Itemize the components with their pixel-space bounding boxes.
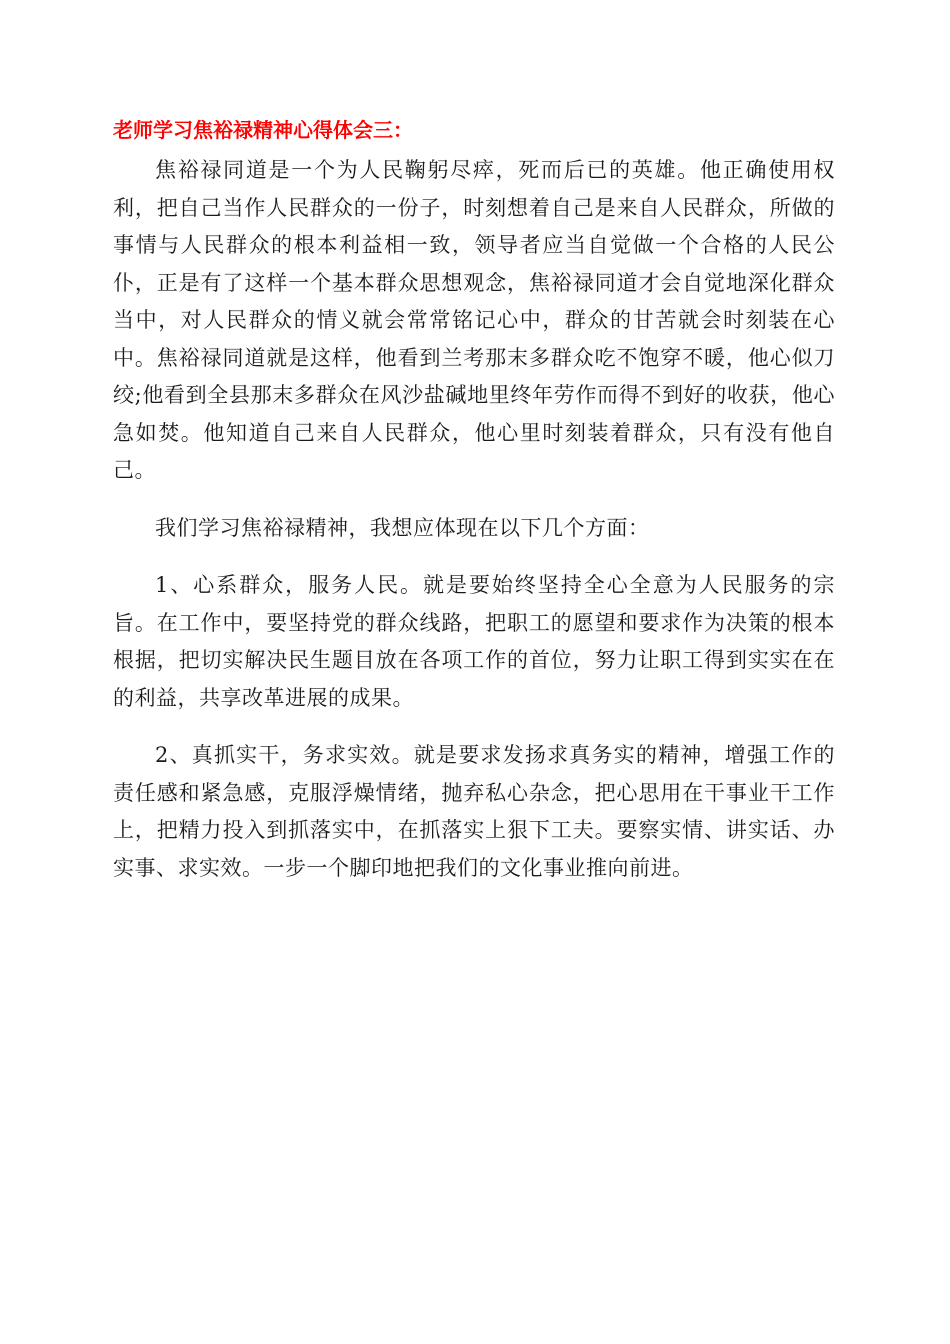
paragraph-4: 2、真抓实干，务求实效。就是要求发扬求真务实的精神，增强工作的责任感和紧急感，克服浮燥情绪，抛弃私心杂念，把心思用在干事业干工作上，把精力投入到抓落实中，在抓落实上狠下工夫。要察实情、讲实话、办实事、求实效。一步一个脚印地把我们的文化事业推向前进。 <box>113 743 835 880</box>
paragraph-2: 我们学习焦裕禄精神，我想应体现在以下几个方面： <box>155 515 650 540</box>
paragraph-1: 焦裕禄同道是一个为人民鞠躬尽瘁，死而后已的英雄。他正确使用权利，把自己当作人民群众的一份子，时刻想着自己是来自人民群众，所做的事情与人民群众的根本利益相一致，领导者应当自觉做一个合格的人民公仆，正是有了这样一个基本群众思想观念，焦裕禄同道才会自觉地深化群众当中，对人民群众的情义就会常常铭记心中，群众的甘苦就会时刻装在心中。焦裕禄同道就是这样，他看到兰考那末多群众吃不饱穿不暖，他心似刀绞;他看到全县那末多群众在风沙盐碱地里终年劳作而得不到好的收获，他心急如焚。他知道自己来自人民群众，他心里时刻装着群众，只有没有他自己。 <box>113 158 835 482</box>
document-body <box>113 152 835 907</box>
document-title: 老师学习焦裕禄精神心得体会三： <box>113 118 413 142</box>
paragraph-3: 1、心系群众，服务人民。就是要始终坚持全心全意为人民服务的宗旨。在工作中，要坚持党的群众线路，把职工的愿望和要求作为决策的根本根据，把切实解决民生题目放在各项工作的首位，努力让职工得到实实在在的利益，共享改革进展的成果。 <box>113 573 835 710</box>
